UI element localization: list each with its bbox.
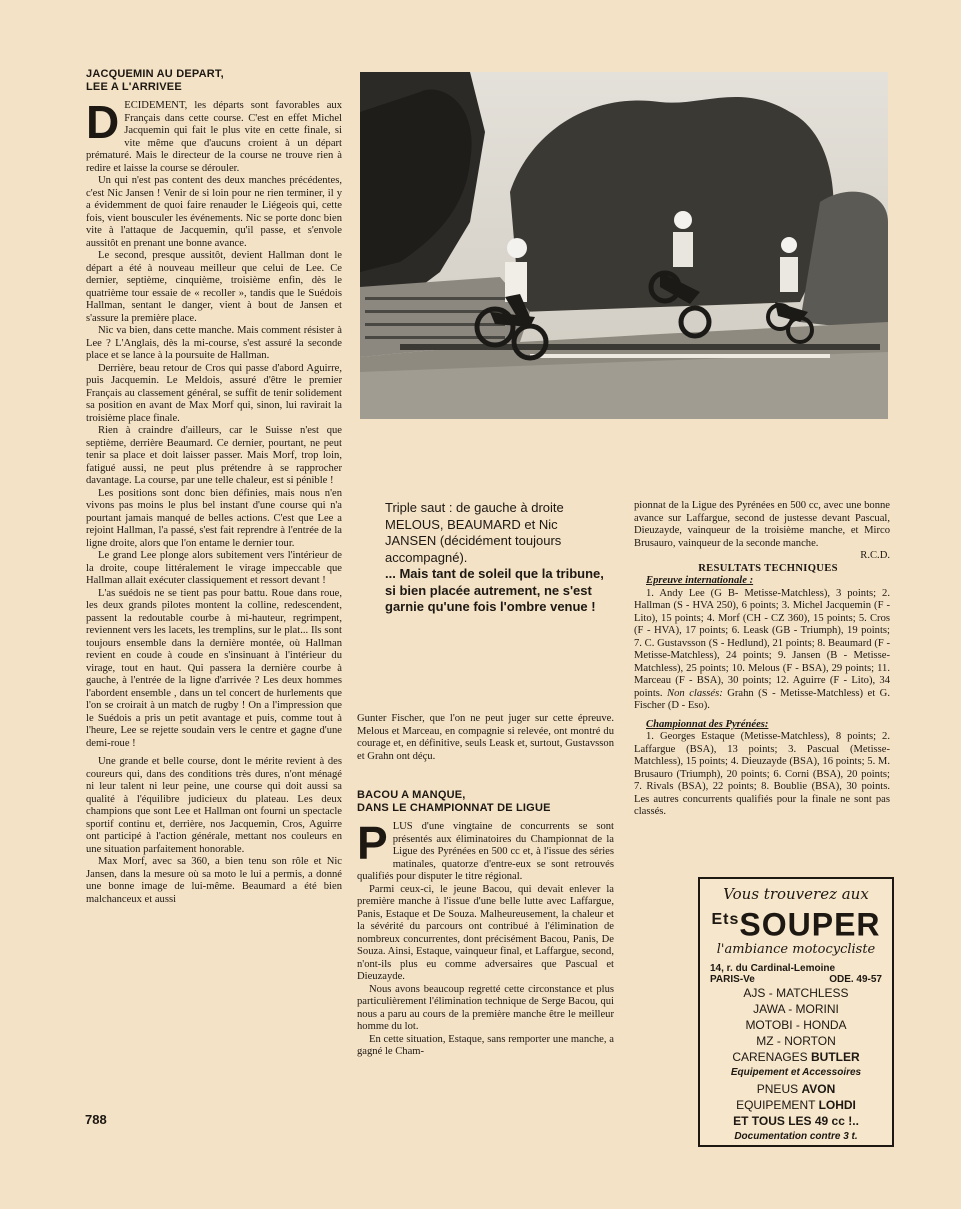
article-paragraph: En cette situation, Estaque, sans remporter une manche, a gagné le Cham- <box>357 1033 614 1057</box>
article-paragraph: Nous avons beaucoup regretté cette circonstance et plus particulièrement l'élimination technique de Serge Bacou, qui nous a paru au cours de la première manche être le meilleur homme du lot. <box>357 983 614 1032</box>
ad-brand: $^{Ets}$SOUPER <box>711 906 881 943</box>
right-column <box>634 500 890 819</box>
page-number: 788 <box>85 1112 107 1127</box>
article-paragraph: Les positions sont donc bien définies, mais nous n'en vivons pas moins le plus bel instant d'une course qui n'a pourtant jamais manqué de belles actions. C'est que Lee a rejoint Hallman, l'a passé, s'est fait reprendre à l'entrée de la ligne droite, alors que l'on entame le dernier tour. <box>86 487 342 549</box>
article-paragraph: Max Morf, avec sa 360, a bien tenu son rôle et Nic Jansen, dans la mesure où sa moto le lui a permis, a donné une bonne image de lui-même. Beaumard a été bien malchanceux et aussi <box>86 856 342 905</box>
ad-brand-line: MOTOBI - HONDA <box>745 1017 847 1032</box>
article-paragraph: DECIDEMENT, les départs sont favorables aux Français dans cette course. C'est en effet Michel Jacquemin qui fait le plus vite en cette finale, si vite même que d'aucuns croient à un départ prématuré. Mais le directeur de la course ne trouve rien à redire et laisse la course se dérouler. <box>86 96 342 174</box>
article-paragraph: Un qui n'est pas content des deux manches précédentes, c'est Nic Jansen ! Venir de si loin pour ne rien terminer, il y a évidemment de quoi faire renauder le Liégeois qui, cette fois, vient bousculer les événements. Nic se porte donc bien vite à l'attaque de Jacquemin, qu'il passe, et s'envole aussitôt en prenant une bonne avance. <box>86 175 342 249</box>
middle-column <box>357 713 614 1059</box>
drop-cap: D <box>86 96 120 148</box>
souper-advertisement <box>698 877 894 1147</box>
caption-line-2: ... Mais tant de soleil que la tribune, si bien placée autrement, ne s'est garnie qu'une fois l'ombre venue ! <box>385 566 604 614</box>
ad-brand-line: AJS - MATCHLESS <box>743 985 849 1000</box>
ad-brand-line: CARENAGES BUTLER <box>732 1049 860 1064</box>
results-title: RESULTATS TECHNIQUES <box>698 562 838 574</box>
ad-brand-line: ET TOUS LES 49 cc !.. <box>733 1113 859 1128</box>
article-paragraph: Derrière, beau retour de Cros qui passe d'abord Aguirre, puis Jacquemin. Le Meldois, assuré d'être le premier Français au classement général, se suffit de tenir solidement sa position en avant de Max Morf qui, sinon, lui ravirait la troisième place finale. <box>86 362 342 424</box>
article-paragraph: Le grand Lee plonge alors subitement vers l'intérieur de la droite, coupe littéralement le virage impeccable que Hallman allait exécuter classiquement et ressort devant ! <box>86 550 342 586</box>
ad-brand-line: MZ - NORTON <box>756 1033 836 1048</box>
article-paragraph: pionnat de la Ligue des Pyrénées en 500 cc, avec une bonne avance sur Laffargue, second de justesse devant Pascual, Dieuzayde, vainqueur de la troisième manche, et Mirco Brusauro, vainqueur de la seconde manche. <box>634 500 890 549</box>
caption-line-1: Triple saut : de gauche à droite MELOUS, BEAUMARD et Nic JANSEN (décidément toujours accompagné). <box>385 500 564 565</box>
results-list: 1. Georges Estaque (Metisse-Matchless), 8 points; 2. Laffargue (BSA), 13 points; 3. Pascual (Metisse-Matchless), 15 points; 4. Dieuzayde (BSA), 16 points; 5. M. Brusauro (Triumph), 20 points; 6. Corni (BSA), 20 points; 7. Rivals (BSA), 22 points; 8. Boublie (BSA), 30 points. Les autres concurrents qualifiés pour la finale ne sont pas classés. <box>634 731 890 817</box>
headline-line-2: DANS LE CHAMPIONNAT DE LIGUE <box>357 802 551 814</box>
drop-cap: P <box>357 817 388 869</box>
article-paragraph: Le second, presque aussitôt, devient Hallman dont le départ a été à nouveau meilleur que celui de Lee. Ce dernier, septième, cinquième, troisième enfin, dès le quatrième tour essaie de « recoller », tandis que le Suédois Hallman, sentant le danger, vient à bout de Jansen et s'assure la première place. <box>86 250 342 324</box>
article-paragraph: Nic va bien, dans cette manche. Mais comment résister à Lee ? L'Anglais, dès la mi-course, s'est assuré la seconde place et se lance à la poursuite de Hallman. <box>86 325 342 361</box>
ad-brand-line: EQUIPEMENT LOHDI <box>736 1097 856 1112</box>
article-paragraph: L'as suédois ne se tient pas pour battu. Roue dans roue, les deux grands pilotes montent la colline, redescendent, passent la redoutable courbe à mi-hauteur, regrimpent, reviennent vers les lacets, les tremplins, sur le plat... Ils sont toujours ensemble dans la dernière montée, où Hallman revient en coude à coude en s'insinuant à l'intérieur du virage, tout en haut. Qui passera la dernière courbe à gauche, à l'entrée de la ligne d'arrivée ? Les deux hommes l'abordent ensemble , dans un tel concert de hurlements que l'on se croirait à un match de rugby ! On a l'impression que le Suédois a pris un petit avantage et puis, comme tout à l'heure, Lee se rejette soudain vers le centre et gagne d'une demi-roue ! <box>86 587 342 749</box>
left-column <box>86 68 342 906</box>
ad-address: 14, r. du Cardinal-Lemoine <box>710 962 836 974</box>
headline-line-2: LEE A L'ARRIVEE <box>86 81 182 93</box>
article-paragraph: PLUS d'une vingtaine de concurrents se sont présentés aux éliminatoires du Championnat de la Ligue des Pyrénées en 500 cc et, à l'issue des séries matinales, quatorze d'entre-eux se sont retrouvés qualifiés pour disputer le titre régional. <box>357 817 614 882</box>
signature: R.C.D. <box>860 550 890 561</box>
results-subtitle: Championnat des Pyrénées: <box>646 718 769 730</box>
ad-brand-line: PNEUS AVON <box>756 1081 836 1096</box>
ad-script-line: Vous trouverez aux <box>723 885 869 903</box>
headline-line-1: BACOU A MANQUE, <box>357 789 466 801</box>
article-paragraph: Une grande et belle course, dont le mérite revient à des coureurs qui, dans des conditions très dures, n'ont ménagé ni leur talent ni leur peine, une course qui doit aussi sa qualité à l'équilibre judicieux du plateau. Les deux champions que sont Lee et Hallman ont fourni un spectacle sportif continu et, derrière, nos Jacquemin, Cros, Aguirre ont participé à l'action générale, mettant nos couleurs en une situation parfaitement honorable. <box>86 756 342 855</box>
ad-city-phone: PARIS-Ve ODE. 49-57 <box>710 973 882 985</box>
article-paragraph: Rien à craindre d'ailleurs, car le Suisse n'est que septième, derrière Beaumard. Ce dernier, pourtant, ne peut tenir sa place et doit laisser passer. Mais Morf, trop loin, fatigué aussi, ne peut plus prétendre à se rapprocher davantage. La course, par une telle chaleur, est si pénible ! <box>86 425 342 486</box>
article-paragraph: Parmi ceux-ci, le jeune Bacou, qui devait enlever la première manche à l'issue d'une belle lutte avec Laffargue, Panis, Estaque et De Souza. Malheureusement, la chaleur et la sévérité du parcours ont contribué à l'élimination de nombreux concurrentes, dont précisément Bacou, Panis, De Souza. Ainsi, Estaque, vainqueur final, et Laffargue, second, n'ont-ils plus eu comme adversaires que Pascual et Dieuzayde. <box>357 883 614 982</box>
ad-equipment-line: Equipement et Accessoires <box>730 1066 862 1078</box>
photo-caption <box>385 500 607 616</box>
headline-line-1: JACQUEMIN AU DEPART, <box>86 68 224 80</box>
middle-headline <box>357 789 614 815</box>
ad-documentation-line: Documentation contre 3 t. <box>734 1130 858 1142</box>
left-headline <box>86 68 342 94</box>
motocross-photo <box>360 72 888 419</box>
motocross-photo-icon <box>360 72 888 419</box>
results-subtitle: Epreuve internationale : <box>646 575 754 586</box>
article-paragraph: Gunter Fischer, que l'on ne peut juger sur cette épreuve. Melous et Marceau, en compagnie si relevée, ont montré du courage et, en définitive, seuls Leask et, surtout, Gustavsson et Grahn ont déçu. <box>357 713 614 762</box>
results-list: 1. Andy Lee (G B- Metisse-Matchless), 3 points; 2. Hallman (S - HVA 250), 6 points; 3. Michel Jacquemin (F - Lito), 15 points; 4. Morf (CH - CZ 360), 15 points; 5. Cros (F - HVA), 17 points; 6. Leask (GB - Triumph), 19 points; 7. C. Gustavsson (S - Hedlund), 21 points; 8. Beaumard (F - Metisse-Matchless), 24 points; 9. Jansen (B - Metisse-Matchless), 25 points; 10. Melous (F - BSA), 29 points; 11. Marceau (F - BSA), 30 points; 12. Aguirre (F - Lito), 34 points. Non classés: Grahn (S - Metisse-Matchless) et G. Fischer (D - Eso). <box>634 587 890 711</box>
ad-brand-line: JAWA - MORINI <box>753 1001 839 1016</box>
ad-tagline: l'ambiance motocycliste <box>716 941 876 957</box>
